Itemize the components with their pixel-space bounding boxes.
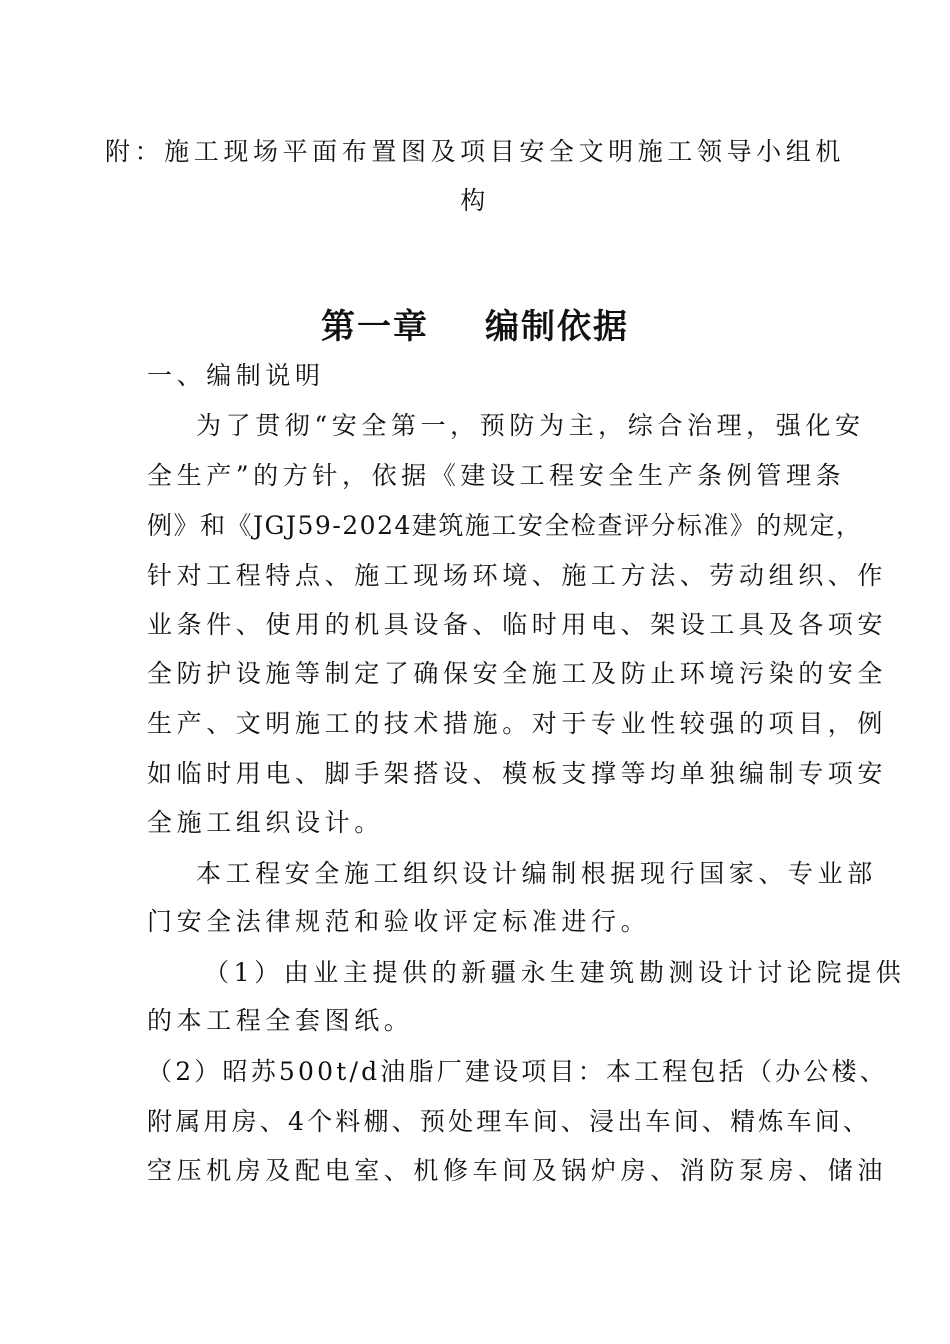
chapter-number: 第一章	[321, 307, 429, 347]
paragraph-line: 全施工组织设计。	[147, 808, 384, 837]
paragraph-line: 例》和《JGJ59-2024建筑施工安全检查评分标准》的规定，	[147, 511, 863, 540]
section-heading: 一、编制说明	[147, 361, 325, 390]
annex-title-line-1: 附：施工现场平面布置图及项目安全文明施工领导小组机	[104, 137, 845, 166]
chapter-title: 编制依据	[485, 307, 629, 347]
paragraph-line: 本工程安全施工组织设计编制根据现行国家、专业部	[196, 859, 877, 888]
paragraph-line: 针对工程特点、施工现场环境、施工方法、劳动组织、作	[147, 561, 888, 590]
paragraph-line: 业条件、使用的机具设备、临时用电、架设工具及各项安	[147, 610, 888, 639]
paragraph-line: 全防护设施等制定了确保安全施工及防止环境污染的安全	[147, 659, 888, 688]
paragraph-line: 如临时用电、脚手架搭设、模板支撑等均单独编制专项安	[147, 759, 888, 788]
paragraph-line: 附属用房、4个料棚、预处理车间、浸出车间、精炼车间、	[147, 1107, 872, 1136]
paragraph-line: 为了贯彻“安全第一，预防为主，综合治理，强化安	[196, 411, 865, 440]
paragraph-line: （2）昭苏500t/d油脂厂建设项目：本工程包括（办公楼、	[147, 1057, 888, 1086]
annex-title-line-2: 构	[460, 186, 490, 215]
paragraph-line: 门安全法律规范和验收评定标准进行。	[147, 907, 651, 936]
paragraph-line: 空压机房及配电室、机修车间及锅炉房、消防泵房、储油	[147, 1156, 888, 1185]
chapter-heading	[0, 305, 950, 349]
paragraph-line: （1）由业主提供的新疆永生建筑勘测设计讨论院提供	[204, 958, 906, 987]
paragraph-line: 生产、文明施工的技术措施。对于专业性较强的项目，例	[147, 709, 888, 738]
paragraph-line: 全生产”的方针，依据《建设工程安全生产条例管理条	[147, 461, 846, 490]
paragraph-line: 的本工程全套图纸。	[147, 1006, 414, 1035]
